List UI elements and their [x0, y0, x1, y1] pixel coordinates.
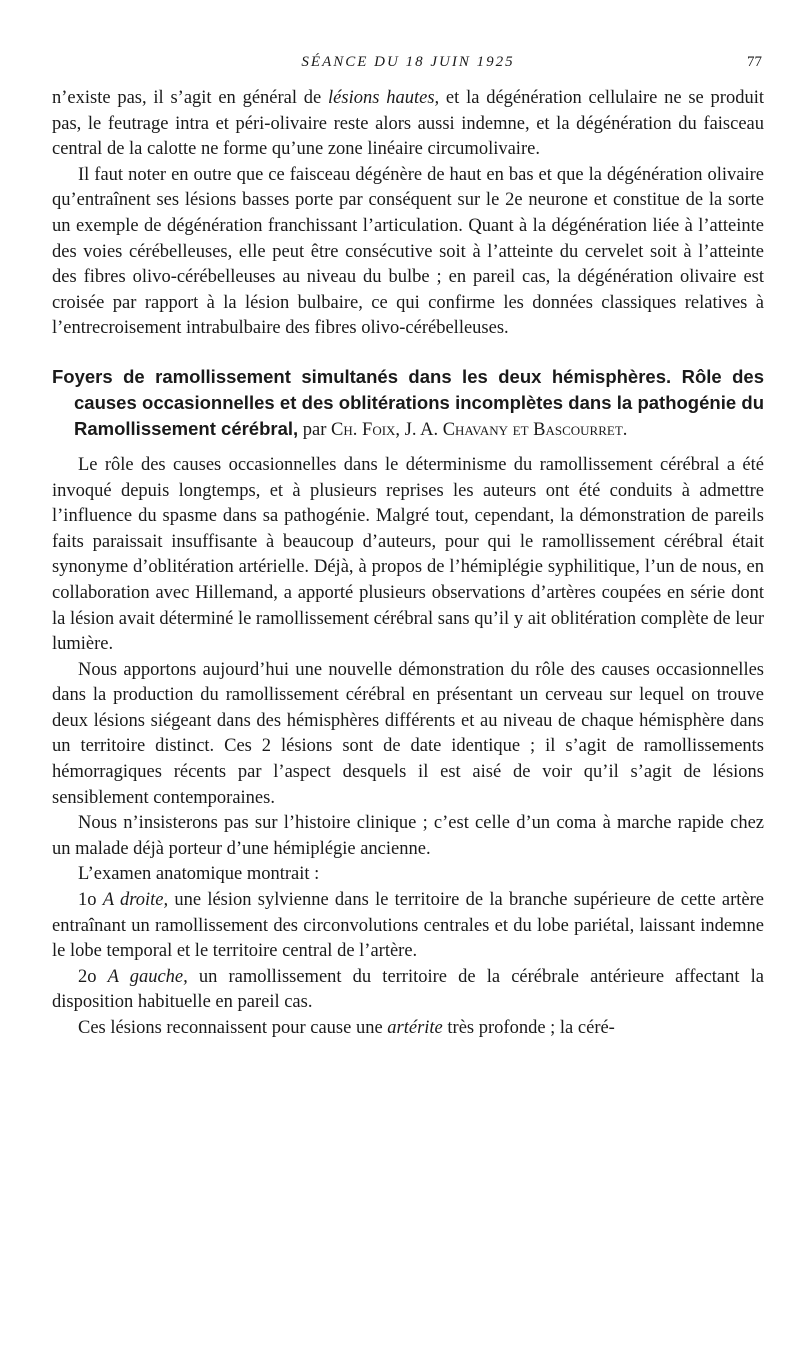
section-authors: Ch. Foix, J. A. Chavany et Bascourret. — [331, 419, 628, 440]
body-text — [52, 86, 764, 1042]
paragraph: Nous apportons aujourd’hui une nouvelle démonstration du rôle des causes occasionnelles dans la production du ramollissement cérébral en présentant un cerveau sur lequel on trouve deux lésions siégeant dans des hémisphères différents et au niveau de chaque hémisphère dans un territoire distinct. Ces 2 lésions sont de date identique ; il s’agit de ramollissements hémorragiques récents par l’aspect desquels il est aisé de voir qu’il s’agit de lésions sensiblement contemporaines. — [52, 659, 764, 808]
page-number: 77 — [747, 54, 762, 70]
paragraph-continuation: n’existe pas, il s’agit en général de lésions hautes, et la dégénération cellulaire ne se produit pas, le feutrage intra et péri-olivaire reste alors aussi indemne, et la dégénération du faisceau central de la calotte ne forme qu’une zone linéaire circumolivaire. — [52, 88, 764, 160]
paragraph: Le rôle des causes occasionnelles dans le déterminisme du ramollissement cérébral a été invoqué depuis longtemps, et à plusieurs reprises les auteurs ont été conduits à admettre l’influence du spasme dans sa pathogénie. Malgré tout, cependant, la démonstration de pareils faits paraissait insuffisante à beaucoup d’auteurs, pour qui le ramollissement cérébral était synonyme d’oblitération artérielle. Déjà, à propos de l’hémiplégie syphilitique, l’un de nous, en collaboration avec Hillemand, a apporté plusieurs observations d’artères coupées en série dont la lésion avait déterminé le ramollissement cérébral sans qu’il y ait oblitération complète de leur lumière. — [52, 454, 764, 655]
list-item: 2o A gauche, un ramollissement du territoire de la cérébrale antérieure affectant la disposition habituelle en pareil cas. — [52, 966, 764, 1013]
paragraph: Nous n’insisterons pas sur l’histoire clinique ; c’est celle d’un coma à marche rapide chez un malade déjà porteur d’une hémiplégie ancienne. — [52, 813, 764, 859]
section-title: Foyers de ramollissement simultanés dans les deux hémisphères. Rôle des causes occasionnelles et des oblitérations incomplètes dans la pathogénie du Ramollissement cérébral, — [52, 365, 764, 439]
list-item: 1o A droite, une lésion sylvienne dans le territoire de la branche supérieure de cette artère entraînant un ramollissement des circonvolutions centrales et du lobe pariétal, laissant indemne le lobe temporal et le territoire central de l’artère. — [52, 890, 764, 962]
section-body — [52, 453, 764, 1042]
paragraph: L’examen anatomique montrait : — [78, 864, 320, 885]
running-title: SÉANCE DU 18 JUIN 1925 — [301, 54, 515, 70]
running-header — [52, 54, 764, 76]
section-heading: Foyers de ramollissement simultanés dans les deux hémisphères. Rôle des causes occasionnelles et des oblitérations incomplètes dans la pathogénie du Ramollissement cérébral, par Ch. Foix, J. A. Chavany et Bascourret. — [52, 365, 764, 440]
paragraph: Ces lésions reconnaissent pour cause une artérite très profonde ; la céré- — [78, 1018, 615, 1038]
paragraph: Il faut noter en outre que ce faisceau dégénère de haut en bas et que la dégénération olivaire qu’entraînent ses lésions basses porte par conséquent sur le 2e neurone et constitue de la sorte un exemple de dégénération franchissant l’articulation. Quant à la dégénération liée à l’atteinte des voies cérébelleuses, elle peut être consécutive soit à l’atteinte du cervelet soit à l’atteinte des fibres olivo-cérébelleuses au niveau du bulbe ; en pareil cas, la dégénération olivaire est croisée par rapport à la lésion bulbaire, ce qui confirme les données classiques relatives à l’entrecroisement intrabulbaire des fibres olivo-cérébelleuses. — [52, 164, 764, 339]
